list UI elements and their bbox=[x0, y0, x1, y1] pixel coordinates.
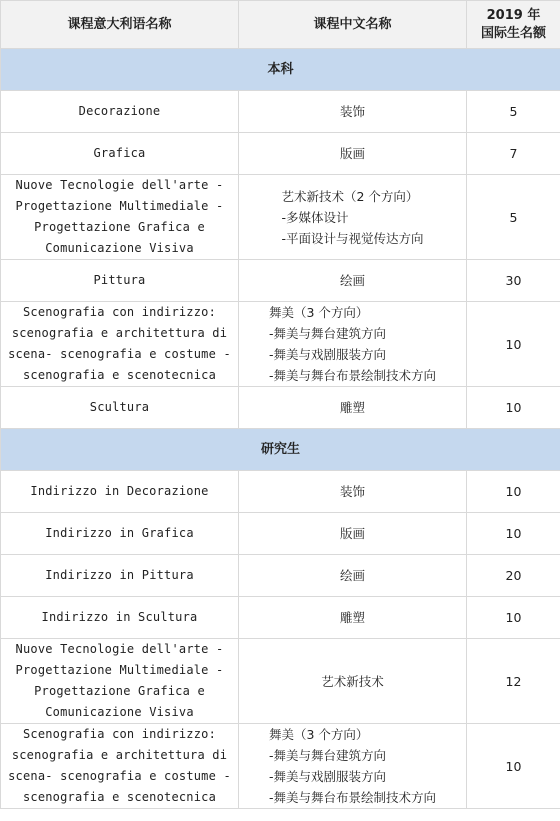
italian-name-line: Scenografia con indirizzo: bbox=[22, 305, 217, 319]
chinese-name-cell bbox=[239, 639, 467, 724]
chinese-name-cell bbox=[239, 91, 467, 133]
table-row bbox=[1, 555, 560, 597]
table-row bbox=[1, 597, 560, 639]
chinese-name-line: 绘画 bbox=[339, 568, 365, 583]
section-row bbox=[1, 49, 560, 91]
italian-name-cell bbox=[1, 555, 239, 597]
italian-name-line: scenografia e scenotecnica bbox=[22, 790, 217, 804]
table-row bbox=[1, 260, 560, 302]
italian-name-line: Comunicazione Visiva bbox=[45, 241, 194, 255]
section-title: 研究生 bbox=[1, 429, 560, 471]
italian-name-line: Progettazione Grafica e bbox=[34, 220, 205, 234]
table-body bbox=[1, 49, 560, 809]
italian-name-line: Indirizzo in Scultura bbox=[41, 610, 198, 624]
italian-name-line: scenografia e architettura di bbox=[11, 326, 228, 340]
chinese-name-line: -舞美与舞台布景绘制技术方向 bbox=[268, 790, 436, 805]
chinese-name-line: 装饰 bbox=[339, 104, 365, 119]
italian-name-line: Indirizzo in Grafica bbox=[45, 526, 194, 540]
italian-name-line: Progettazione Grafica e bbox=[34, 684, 205, 698]
italian-name-line: Scultura bbox=[89, 400, 150, 414]
quota-cell: 10 bbox=[467, 513, 560, 555]
quota-cell: 30 bbox=[467, 260, 560, 302]
chinese-name-line: -多媒体设计 bbox=[281, 209, 349, 225]
table-row bbox=[1, 513, 560, 555]
header-quota bbox=[467, 1, 560, 49]
quota-cell: 5 bbox=[467, 91, 560, 133]
italian-name-cell bbox=[1, 724, 239, 809]
chinese-name-line: 艺术新技术 bbox=[321, 673, 384, 689]
quota-cell: 10 bbox=[467, 387, 560, 429]
chinese-name-line: 版画 bbox=[339, 146, 365, 161]
chinese-name-cell bbox=[239, 175, 467, 260]
table-row bbox=[1, 175, 560, 260]
chinese-name-cell bbox=[239, 260, 467, 302]
italian-name-line: Progettazione Multimediale - bbox=[15, 199, 224, 213]
chinese-name-cell bbox=[239, 513, 467, 555]
chinese-name-line: -舞美与舞台布景绘制技术方向 bbox=[268, 368, 436, 383]
table-row bbox=[1, 133, 560, 175]
italian-name-cell bbox=[1, 260, 239, 302]
italian-name-cell bbox=[1, 597, 239, 639]
quota-cell: 20 bbox=[467, 555, 560, 597]
quota-cell: 7 bbox=[467, 133, 560, 175]
italian-name-cell bbox=[1, 471, 239, 513]
header-italian-name: 课程意大利语名称 bbox=[1, 1, 239, 49]
chinese-name-line: -舞美与戏剧服装方向 bbox=[268, 347, 386, 362]
section-title: 本科 bbox=[1, 49, 560, 91]
quota-cell: 10 bbox=[467, 597, 560, 639]
chinese-name-line: -舞美与舞台建筑方向 bbox=[268, 748, 386, 763]
italian-name-line: Progettazione Multimediale - bbox=[15, 663, 224, 677]
italian-name-cell bbox=[1, 175, 239, 260]
italian-name-cell bbox=[1, 133, 239, 175]
chinese-name-line: 舞美（3 个方向） bbox=[268, 727, 369, 742]
italian-name-line: Scenografia con indirizzo: bbox=[22, 727, 217, 741]
header-row bbox=[1, 1, 560, 49]
italian-name-line: Grafica bbox=[93, 146, 146, 160]
italian-name-line: Indirizzo in Decorazione bbox=[30, 484, 209, 498]
italian-name-line: scenografia e scenotecnica bbox=[22, 368, 217, 382]
chinese-name-line: -舞美与舞台建筑方向 bbox=[268, 326, 386, 341]
italian-name-cell bbox=[1, 639, 239, 724]
chinese-name-line: 版画 bbox=[339, 526, 365, 541]
chinese-name-line: 舞美（3 个方向） bbox=[268, 305, 369, 320]
table-row bbox=[1, 724, 560, 809]
header-chinese-name: 课程中文名称 bbox=[239, 1, 467, 49]
quota-cell: 5 bbox=[467, 175, 560, 260]
header-quota-line2: 国际生名额 bbox=[480, 25, 546, 41]
chinese-name-line: 装饰 bbox=[339, 484, 365, 499]
chinese-name-line: 雕塑 bbox=[339, 400, 365, 415]
quota-cell: 10 bbox=[467, 724, 560, 809]
chinese-name-cell bbox=[239, 387, 467, 429]
table-row bbox=[1, 302, 560, 387]
italian-name-cell bbox=[1, 387, 239, 429]
table-row bbox=[1, 91, 560, 133]
chinese-name-cell bbox=[239, 471, 467, 513]
header-quota-line1: 2019 年 bbox=[486, 7, 541, 23]
chinese-name-cell bbox=[239, 302, 467, 387]
italian-name-line: scenografia e architettura di bbox=[11, 748, 228, 762]
chinese-name-line: -平面设计与视觉传达方向 bbox=[281, 230, 424, 246]
italian-name-cell bbox=[1, 302, 239, 387]
table-row bbox=[1, 471, 560, 513]
chinese-name-cell bbox=[239, 724, 467, 809]
italian-name-line: Comunicazione Visiva bbox=[45, 705, 194, 719]
chinese-name-line: 雕塑 bbox=[339, 610, 365, 625]
table-row bbox=[1, 639, 560, 724]
table-row bbox=[1, 387, 560, 429]
italian-name-line: Pittura bbox=[93, 273, 146, 287]
italian-name-line: Nuove Tecnologie dell'arte - bbox=[15, 642, 224, 656]
italian-name-cell bbox=[1, 513, 239, 555]
chinese-name-cell bbox=[239, 133, 467, 175]
quota-cell: 10 bbox=[467, 471, 560, 513]
italian-name-line: Nuove Tecnologie dell'arte - bbox=[15, 178, 224, 192]
italian-name-line: Decorazione bbox=[78, 104, 161, 118]
italian-name-line: scena- scenografia e costume - bbox=[8, 347, 231, 361]
chinese-name-line: -舞美与戏剧服装方向 bbox=[268, 769, 386, 784]
quota-cell: 10 bbox=[467, 302, 560, 387]
section-row bbox=[1, 429, 560, 471]
quota-cell: 12 bbox=[467, 639, 560, 724]
italian-name-cell bbox=[1, 91, 239, 133]
italian-name-line: scena- scenografia e costume - bbox=[8, 769, 231, 783]
chinese-name-cell bbox=[239, 555, 467, 597]
italian-name-line: Indirizzo in Pittura bbox=[45, 568, 194, 582]
chinese-name-line: 绘画 bbox=[339, 273, 365, 288]
chinese-name-cell bbox=[239, 597, 467, 639]
chinese-name-line: 艺术新技术（2 个方向） bbox=[281, 188, 419, 204]
